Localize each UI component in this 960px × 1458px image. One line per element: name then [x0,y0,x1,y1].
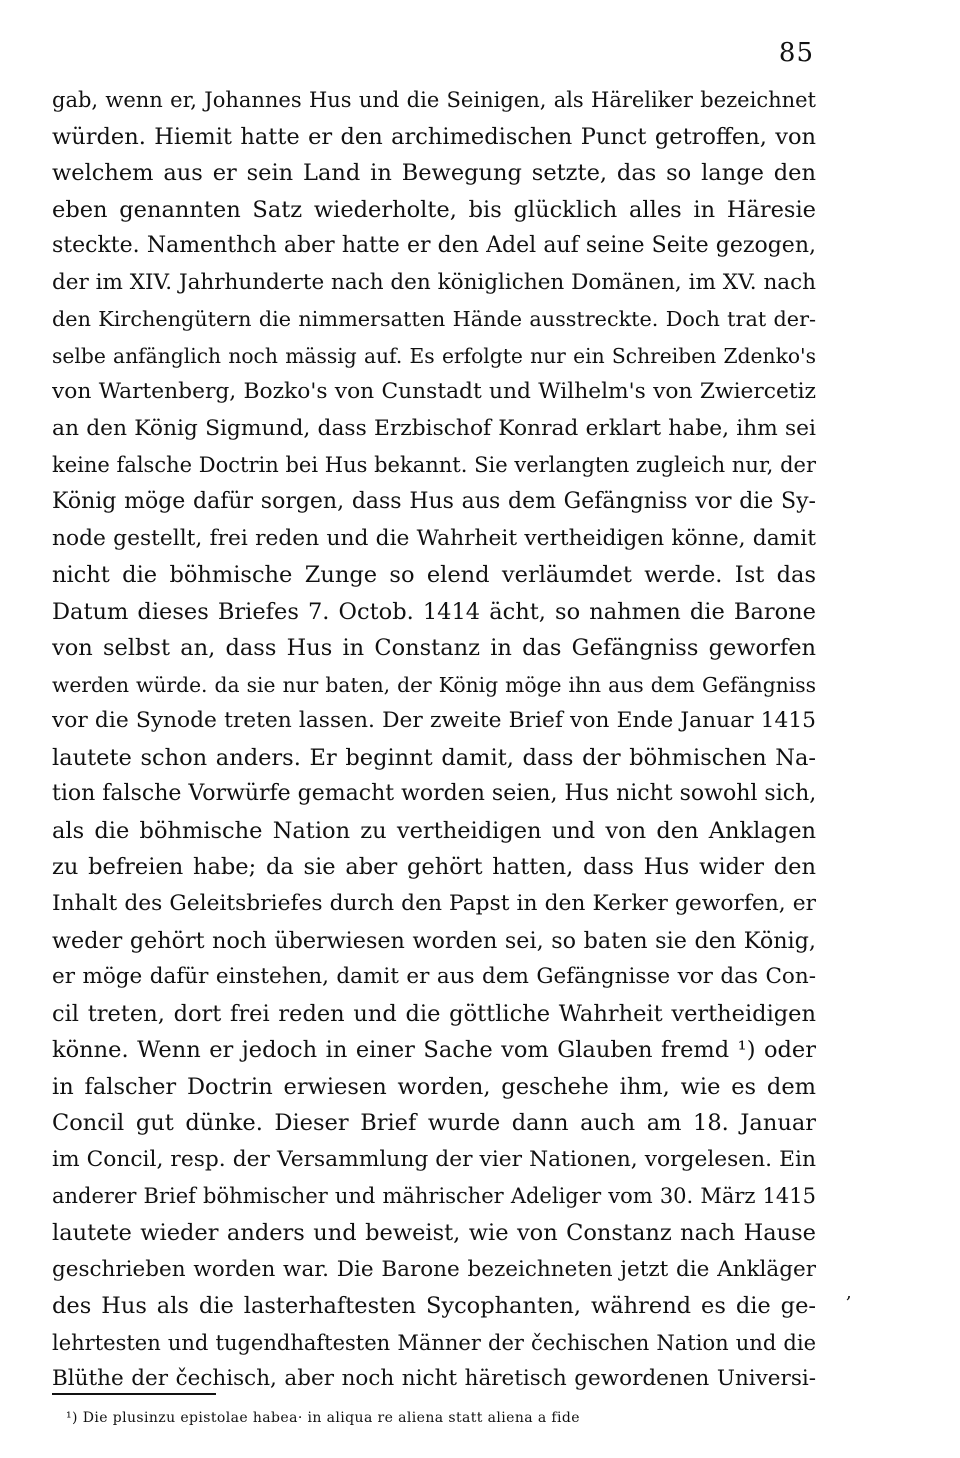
text-line: steckte. Namenthch aber hatte er den Adel auf seine Seite gezogen, [52,233,816,259]
text-line: im Concil, resp. der Versammlung der vier Nationen, vorgelesen. Ein [52,1146,816,1172]
text-line: Concil gut dünke. Dieser Brief wurde dann auch am 18. Januar [52,1110,816,1137]
text-line: Datum dieses Briefes 7. Octob. 1414 ächt, so nahmen die Barone [52,598,816,625]
text-line: eben genannten Satz wiederholte, bis glücklich alles in Häresie [52,196,816,223]
body-text [52,82,816,1398]
text-line: tion falsche Vorwürfe gemacht worden seien, Hus nicht sowohl sich, [52,781,816,807]
text-line: lautete wieder anders und beweist, wie von Constanz nach Hause [52,1219,816,1246]
text-line: lehrtesten und tugendhaftesten Männer der čechischen Nation und die [52,1330,816,1355]
text-line: zu befreien habe; da sie aber gehört hatten, dass Hus wider den [52,854,816,881]
text-line: in falscher Doctrin erwiesen worden, geschehe ihm, wie es dem [52,1073,816,1100]
text-line: der im XIV. Jahrhunderte nach den königlichen Domänen, im XV. nach [52,269,816,295]
text-line: node gestellt, frei reden und die Wahrheit vertheidigen könne, damit [52,525,816,551]
text-line: cil treten, dort frei reden und die göttliche Wahrheit vertheidigen [52,1000,816,1027]
text-line: anderer Brief böhmischer und mährischer Adeliger vom 30. März 1415 [52,1184,816,1209]
text-line: werden würde. da sie nur baten, der König möge ihn aus dem Gefängniss [52,672,816,697]
text-line: vor die Synode treten lassen. Der zweite Brief von Ende Januar 1415 [52,708,816,734]
page-number: 85 [778,38,814,68]
text-line: von selbst an, dass Hus in Constanz in das Gefängniss geworfen [52,635,816,662]
margin-mark: , [846,1282,852,1303]
text-line: welchem aus er sein Land in Bewegung setzte, das so lange den [52,160,816,187]
text-line: an den König Sigmund, dass Erzbischof Konrad erklart habe, ihm sei [52,415,816,441]
text-line: als die böhmische Nation zu vertheidigen und von den Anklagen [52,817,816,844]
text-line: geschrieben worden war. Die Barone bezeichneten jetzt die Ankläger [52,1256,816,1282]
text-line: gab, wenn er, Johannes Hus und die Seinigen, als Häreliker bezeichnet [52,88,816,112]
text-line: Blüthe der čechisch, aber noch nicht häretisch gewordenen Universi- [52,1366,816,1392]
text-line: keine falsche Doctrin bei Hus bekannt. Sie verlangten zugleich nur, der [52,453,816,478]
text-line: nicht die böhmische Zunge so elend verläumdet werde. Ist das [52,562,816,589]
text-line: des Hus als die lasterhaftesten Sycophanten, während es die ge- [52,1293,816,1320]
footnote: ¹) Die plusinzu epistolae habea· in aliqua re aliena statt aliena a fide [66,1410,580,1426]
text-line: von Wartenberg, Bozko's von Cunstadt und Wilhelm's von Zwiercetiz [52,379,816,405]
text-line: er möge dafür einstehen, damit er aus dem Gefängnisse vor das Con- [52,964,816,990]
text-line: würden. Hiemit hatte er den archimedischen Punct getroffen, von [52,123,816,150]
text-line: weder gehört noch überwiesen worden sei, so baten sie den König, [52,927,816,954]
text-line: könne. Wenn er jedoch in einer Sache vom Glauben fremd ¹) oder [52,1037,816,1064]
text-line: selbe anfänglich noch mässig auf. Es erfolgte nur ein Schreiben Zdenko's [52,343,816,368]
footnote-rule [52,1393,216,1395]
text-line: König möge dafür sorgen, dass Hus aus dem Gefängniss vor die Sy- [52,489,816,515]
text-line: Inhalt des Geleitsbriefes durch den Papst in den Kerker geworfen, er [52,891,816,917]
text-line: den Kirchengütern die nimmersatten Hände ausstreckte. Doch trat der- [52,307,816,332]
text-line: lautete schon anders. Er beginnt damit, dass der böhmischen Na- [52,744,816,771]
